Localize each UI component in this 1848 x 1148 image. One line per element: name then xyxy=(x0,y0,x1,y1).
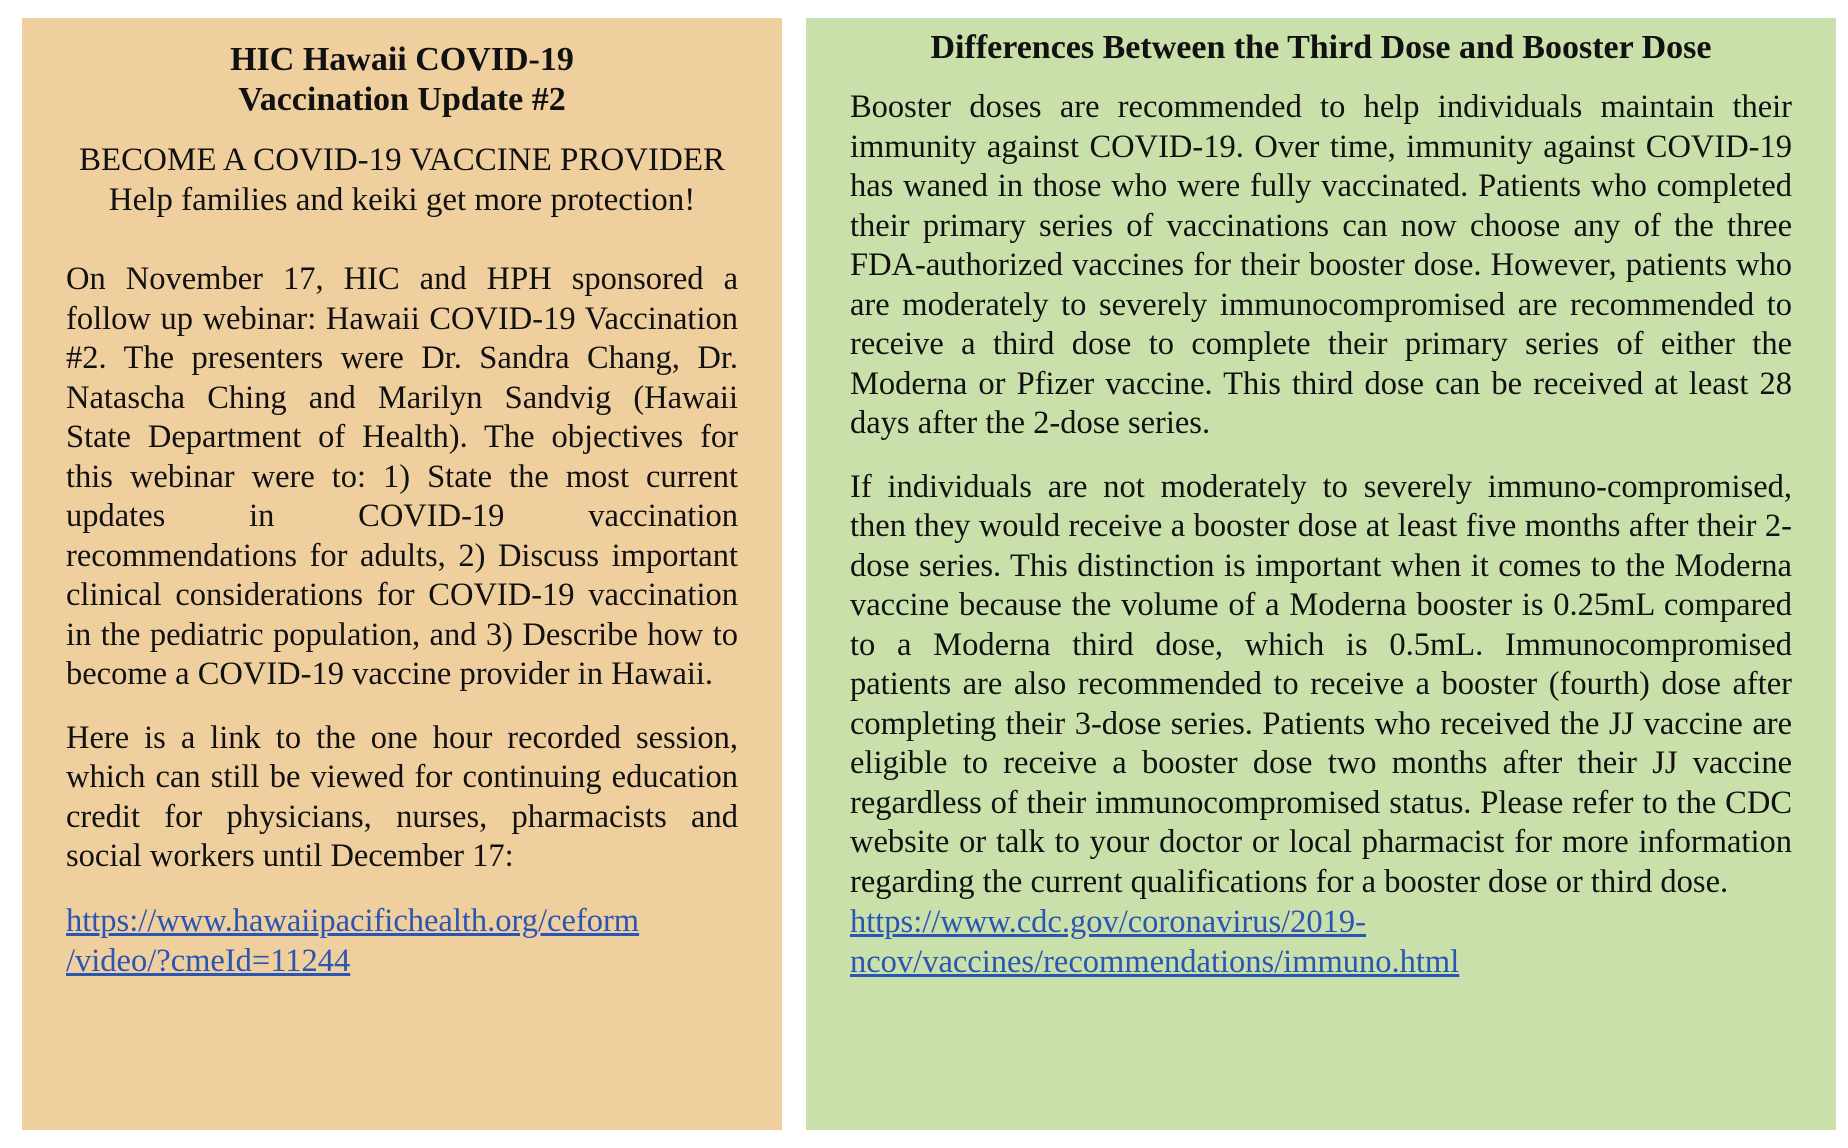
cdc-link-line-1: https://www.cdc.gov/coronavirus/2019- xyxy=(850,904,1367,940)
link-line-1: https://www.hawaiipacifichealth.org/ceform xyxy=(66,902,640,939)
left-panel xyxy=(22,18,782,1130)
left-panel-title xyxy=(66,40,738,120)
webinar-recording-link[interactable] xyxy=(66,901,738,981)
recording-paragraph: Here is a link to the one hour recorded session, which can still be viewed for continuing education credit for physicians, nurses, pharmacists and social workers until December 17: xyxy=(66,719,738,874)
cdc-link-line-2: ncov/vaccines/recommendations/immuno.html xyxy=(850,944,1460,980)
subhead-line-1: BECOME A COVID-19 VACCINE PROVIDER xyxy=(78,142,725,178)
provider-subhead xyxy=(66,140,738,220)
subhead-line-2: Help families and keiki get more protection! xyxy=(108,182,696,218)
right-panel-title: Differences Between the Third Dose and Booster Dose xyxy=(930,29,1712,66)
title-line-2: Vaccination Update #2 xyxy=(238,81,566,118)
cdc-link[interactable] xyxy=(850,902,1792,982)
link-line-2: /video/?cmeId=11244 xyxy=(66,942,351,979)
webinar-paragraph: On November 17, HIC and HPH sponsored a follow up webinar: Hawaii COVID-19 Vaccination #2. The presenters were Dr. Sandra Chang, Dr. Natascha Ching and Marilyn Sandvig (Hawaii State Department of Health). The objectives for this webinar were to: 1) State the most current updates in COVID-19 vaccination recommendations for adults, 2) Discuss important clinical considerations for COVID-19 vaccination in the pediatric population, and 3) Describe how to become a COVID-19 vaccine provider in Hawaii. xyxy=(66,261,738,692)
title-line-1: HIC Hawaii COVID-19 xyxy=(230,41,574,78)
booster-paragraph: Booster doses are recommended to help individuals maintain their immunity against COVID-19. Over time, immunity against COVID-19 has waned in those who were fully vaccinated. Patients who completed their primary series of vaccinations can now choose any of the three FDA-authorized vaccines for their booster dose. However, patients who are moderately to severely immunocompromised are recommended to receive a third dose to complete their primary series of either the Moderna or Pfizer vaccine. This third dose can be received at least 28 days after the 2-dose series. xyxy=(850,89,1792,441)
immunocompromised-paragraph: If individuals are not moderately to severely immuno-compromised, then they would receive a booster dose at least five months after their 2-dose series. This distinction is important when it comes to the Moderna vaccine because the volume of a Moderna booster is 0.25mL compared to a Moderna third dose, which is 0.5mL. Immunocompromised patients are also recommended to receive a booster (fourth) dose after completing their 3-dose series. Patients who received the JJ vaccine are eligible to receive a booster dose two months after their JJ vaccine regardless of their immunocompromised status. Please refer to the CDC website or talk to your doctor or local pharmacist for more information regarding the current qualifications for a booster dose or third dose. xyxy=(850,468,1792,900)
right-panel xyxy=(806,18,1836,1130)
